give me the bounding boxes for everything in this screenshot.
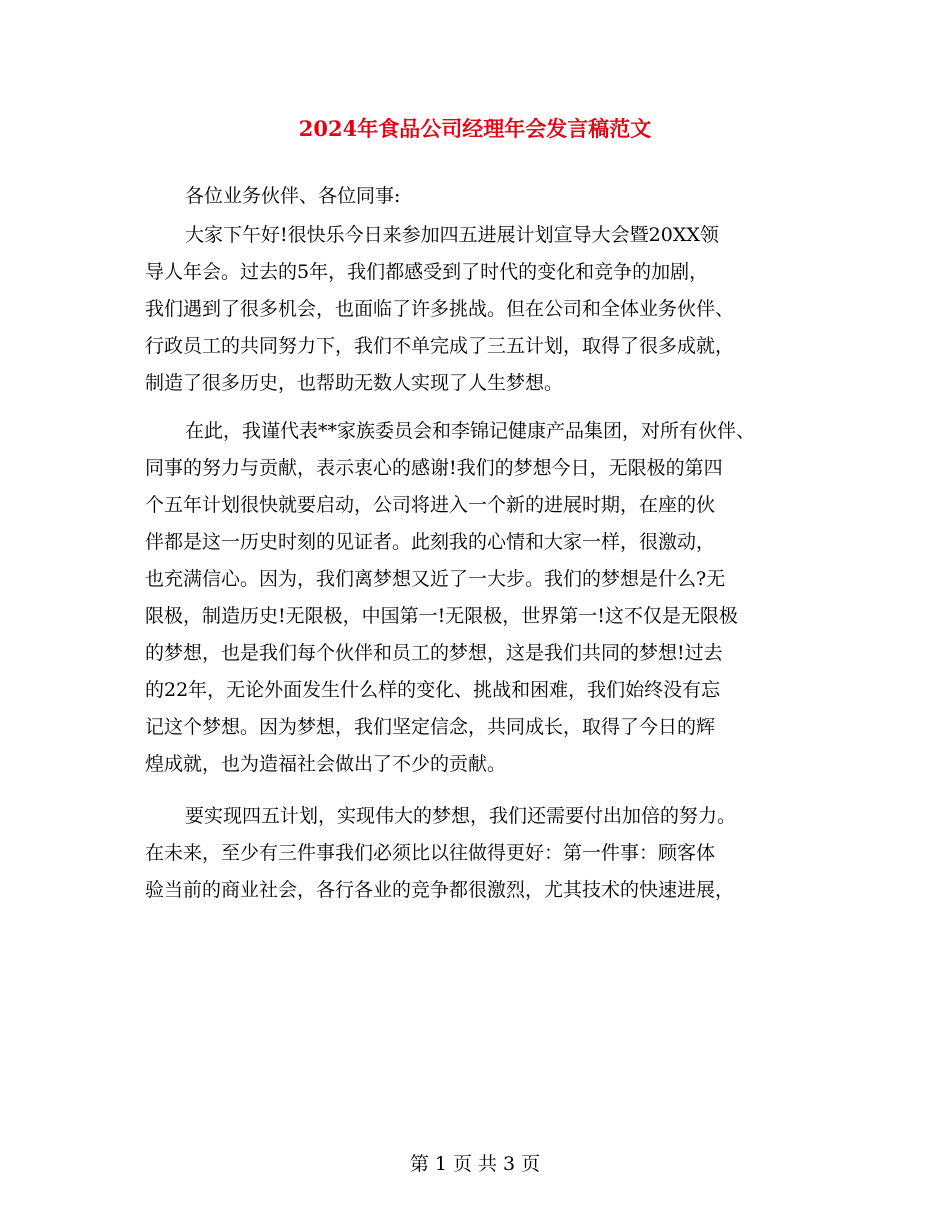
greeting-line: 各位业务伙伴、各位同事:: [185, 185, 401, 207]
paragraph-3-line-1: 要实现四五计划，实现伟大的梦想，我们还需要付出加倍的努力。: [185, 805, 737, 827]
paragraph-2-line-8: 的22年，无论外面发生什么样的变化、挑战和困难，我们始终没有忘: [145, 679, 721, 701]
paragraph-2-line-9: 记这个梦想。因为梦想，我们坚定信念，共同成长，取得了今日的辉: [145, 716, 716, 738]
paragraph-2-line-10: 煌成就，也为造福社会做出了不少的贡献。: [145, 753, 507, 775]
paragraph-2-line-2: 同事的努力与贡献，表示衷心的感谢!我们的梦想今日，无限极的第四: [145, 457, 723, 479]
paragraph-1-line-1: 大家下午好!很快乐今日来参加四五进展计划宣导大会暨20XX领: [185, 224, 719, 246]
paragraph-2-line-3: 个五年计划很快就要启动，公司将进入一个新的进展时期，在座的伙: [145, 494, 716, 516]
paragraph-2-line-5: 也充满信心。因为，我们离梦想又近了一大步。我们的梦想是什么?无: [145, 568, 726, 590]
paragraph-1-line-2: 导人年会。过去的5年，我们都感受到了时代的变化和竞争的加剧，: [145, 261, 709, 283]
page-number-footer: 第 1 页 共 3 页: [409, 1153, 541, 1175]
paragraph-1-line-3: 我们遇到了很多机会，也面临了许多挑战。但在公司和全体业务伙伴、: [145, 298, 735, 320]
paragraph-3-line-3: 验当前的商业社会，各行各业的竞争都很激烈，尤其技术的快速进展，: [145, 879, 735, 901]
paragraph-3-line-2: 在未来，至少有三件事我们必须比以往做得更好：第一件事：顾客体: [145, 842, 716, 864]
paragraph-1-line-4: 行政员工的共同努力下，我们不单完成了三五计划，取得了很多成就，: [145, 335, 735, 357]
document-title: 2024年食品公司经理年会发言稿范文: [298, 116, 652, 141]
paragraph-1-line-5: 制造了很多历史，也帮助无数人实现了人生梦想。: [145, 372, 564, 394]
paragraph-2-line-4: 伴都是这一历史时刻的见证者。此刻我的心情和大家一样，很激动，: [145, 531, 716, 553]
paragraph-2-line-6: 限极，制造历史!无限极，中国第一!无限极，世界第一!这不仅是无限极: [145, 605, 738, 627]
paragraph-2-line-7: 的梦想，也是我们每个伙伴和员工的梦想，这是我们共同的梦想!过去: [145, 642, 723, 664]
paragraph-2-line-1: 在此，我谨代表**家族委员会和李锦记健康产品集团，对所有伙伴、: [185, 420, 756, 442]
